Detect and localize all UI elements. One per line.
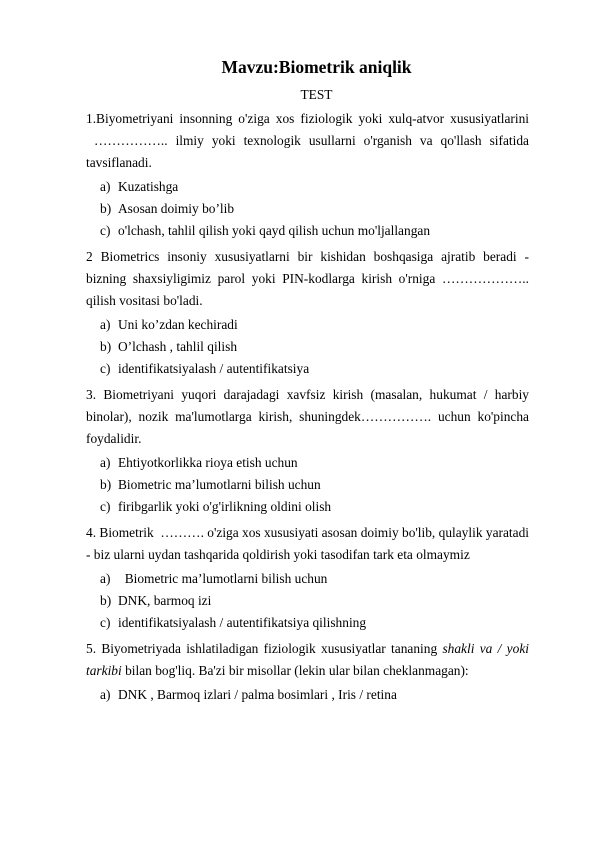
- question-text: 4. Biometrik ………. o'ziga xos xususiyati asosan doimiy bo'lib, qulaylik yaratadi - biz ularni uydan tashqarida qoldirish yoki tasodifan tark eta olmaymiz: [86, 525, 529, 562]
- question-text: [86, 638, 529, 682]
- page-subtitle: TEST: [300, 87, 333, 102]
- question-block: [86, 522, 529, 634]
- option-letter: c): [100, 499, 111, 514]
- option-list: [86, 684, 529, 706]
- option-item: [86, 220, 529, 242]
- option-item: [86, 568, 529, 590]
- option-list: [86, 176, 529, 242]
- option-letter: c): [100, 223, 111, 238]
- option-text: firibgarlik yoki o'g'irlikning oldini olish: [118, 499, 332, 514]
- question-text: 2 Biometrics insoniy xususiyatlarni bir kishidan boshqasiga ajratib beradi - bizning shaxsiyligimiz parol yoki PIN-kodlarga kirish o'rniga ……………….. qilish vositasi bo'ladi.: [86, 249, 529, 308]
- option-text: DNK, barmoq izi: [118, 593, 212, 608]
- option-text: Kuzatishga: [118, 179, 179, 194]
- option-text: Biometric ma’lumotlarni bilish uchun: [118, 477, 321, 492]
- question-text: 3. Biometriyani yuqori darajadagi xavfsiz kirish (masalan, hukumat / harbiy binolar), nozik ma'lumotlarga kirish, shuningdek……………. uchun ko'pincha foydalidir.: [86, 387, 529, 446]
- option-text: O’lchash , tahlil qilish: [118, 339, 238, 354]
- option-item: [86, 684, 529, 706]
- option-text: identifikatsiyalash / autentifikatsiya: [118, 361, 310, 376]
- option-text: o'lchash, tahlil qilish yoki qayd qilish uchun mo'ljallangan: [118, 223, 431, 238]
- question-text-italic: shakli va / yoki tarkibi: [86, 641, 529, 678]
- option-letter: a): [100, 179, 111, 194]
- option-item: [86, 590, 529, 612]
- option-item: [86, 176, 529, 198]
- option-item: [86, 198, 529, 220]
- option-item: [86, 612, 529, 634]
- option-text: Ehtiyotkorlikka rioya etish uchun: [118, 455, 298, 470]
- option-item: [86, 336, 529, 358]
- option-letter: c): [100, 615, 111, 630]
- question-text-start: 5. Biyometriyada ishlatiladigan fiziologik xususiyatlar tananing: [86, 641, 443, 656]
- page-title: Mavzu:Biometrik aniqlik: [221, 57, 412, 77]
- question-block: [86, 108, 529, 242]
- option-letter: a): [100, 317, 111, 332]
- option-letter: b): [100, 593, 112, 608]
- option-letter: a): [100, 571, 111, 586]
- option-list: [86, 314, 529, 380]
- question-text-end: bilan bog'liq. Ba'zi bir misollar (lekin ular bilan cheklanmagan):: [121, 663, 469, 678]
- option-item: [86, 452, 529, 474]
- question-block: [86, 638, 529, 706]
- option-letter: b): [100, 477, 112, 492]
- option-list: [86, 568, 529, 634]
- option-text: DNK , Barmoq izlari / palma bosimlari , Iris / retina: [118, 687, 397, 702]
- document-page: [86, 56, 529, 710]
- option-text: identifikatsiyalash / autentifikatsiya qilishning: [118, 615, 367, 630]
- option-letter: c): [100, 361, 111, 376]
- option-list: [86, 452, 529, 518]
- question-block: [86, 246, 529, 380]
- option-letter: b): [100, 339, 112, 354]
- question-block: [86, 384, 529, 518]
- option-item: [86, 496, 529, 518]
- option-letter: a): [100, 455, 111, 470]
- option-letter: b): [100, 201, 112, 216]
- option-item: [86, 314, 529, 336]
- option-item: [86, 474, 529, 496]
- option-letter: a): [100, 687, 111, 702]
- option-text: Uni ko’zdan kechiradi: [118, 317, 238, 332]
- option-text: Asosan doimiy bo’lib: [118, 201, 235, 216]
- question-text: 1.Biyometriyani insonning o'ziga xos fiziologik yoki xulq-atvor xususiyatlarini …………….. ilmiy yoki texnologik usullarni o'rganish va qo'llash sifatida tavsiflanadi.: [86, 111, 529, 170]
- option-text: Biometric ma’lumotlarni bilish uchun: [118, 571, 328, 586]
- option-item: [86, 358, 529, 380]
